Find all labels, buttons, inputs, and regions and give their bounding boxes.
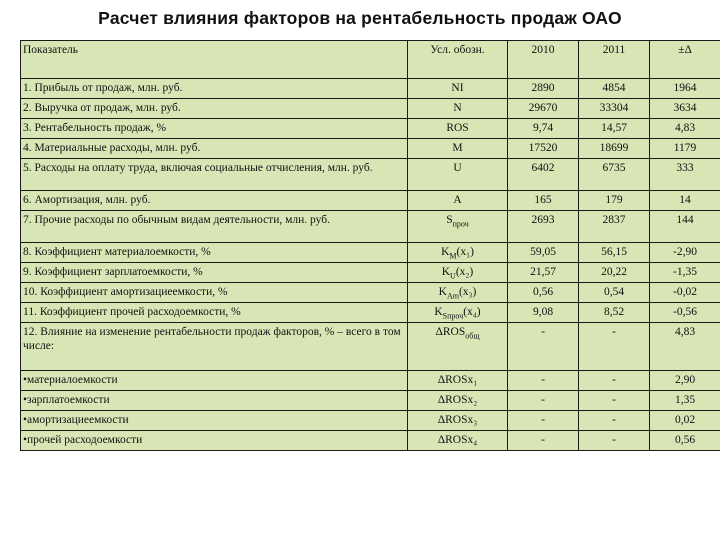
- page-title: Расчет влияния факторов на рентабельность продаж ОАО: [98, 8, 622, 28]
- row-symbol: [408, 391, 508, 411]
- row-label: 11. Коэффициент прочей расходоемкости, %: [21, 303, 408, 323]
- symbol-subscript: Sпроч: [442, 311, 464, 321]
- table-row: [21, 371, 720, 391]
- table-row: [21, 283, 720, 303]
- table-row: [21, 243, 720, 263]
- value-2011: 4854: [579, 79, 650, 99]
- row-symbol: [408, 303, 508, 323]
- row-symbol: [408, 159, 508, 191]
- row-label: 6. Амортизация, млн. руб.: [21, 191, 408, 211]
- table-row: [21, 79, 720, 99]
- value-2011: 2837: [579, 211, 650, 243]
- table-row: [21, 139, 720, 159]
- symbol-main: ΔROSx₄: [437, 434, 478, 446]
- value-delta: 4,83: [650, 119, 720, 139]
- value-delta: 0,02: [650, 411, 720, 431]
- value-2010: 2693: [508, 211, 579, 243]
- table-row: [21, 211, 720, 243]
- symbol-main: K: [434, 306, 443, 318]
- value-delta: 333: [650, 159, 720, 191]
- symbol-main: ΔROSx₁: [437, 374, 478, 386]
- row-label: 7. Прочие расходы по обычным видам деятельности, млн. руб.: [21, 211, 408, 243]
- row-label: 9. Коэффициент зарплатоемкости, %: [21, 263, 408, 283]
- symbol-main: ΔROSx₂: [437, 394, 478, 406]
- row-label: •амортизациеемкости: [21, 411, 408, 431]
- symbol-main: A: [453, 194, 462, 206]
- value-2011: -: [579, 371, 650, 391]
- symbol-subscript: проч: [452, 219, 469, 229]
- value-delta: 1179: [650, 139, 720, 159]
- symbol-factor: (x₁): [456, 246, 474, 258]
- value-2010: 29670: [508, 99, 579, 119]
- row-symbol: [408, 263, 508, 283]
- table-row: [21, 391, 720, 411]
- symbol-factor: (x₂): [455, 266, 474, 278]
- table-row: [21, 99, 720, 119]
- value-delta: -2,90: [650, 243, 720, 263]
- symbol-main: M: [452, 142, 463, 154]
- value-delta: 1,35: [650, 391, 720, 411]
- symbol-main: K: [441, 246, 450, 258]
- row-label: 5. Расходы на оплату труда, включая социальные отчисления, млн. руб.: [21, 159, 408, 191]
- value-delta: -0,56: [650, 303, 720, 323]
- value-2010: 9,74: [508, 119, 579, 139]
- value-2011: 0,54: [579, 283, 650, 303]
- row-label: 3. Рентабельность продаж, %: [21, 119, 408, 139]
- symbol-main: ΔROSx₃: [437, 414, 478, 426]
- value-2010: -: [508, 431, 579, 451]
- value-2010: 165: [508, 191, 579, 211]
- value-2011: 20,22: [579, 263, 650, 283]
- symbol-subscript: U: [450, 271, 456, 281]
- row-label: •прочей расходоемкости: [21, 431, 408, 451]
- value-2010: 21,57: [508, 263, 579, 283]
- symbol-main: ΔROS: [435, 326, 466, 338]
- row-symbol: [408, 371, 508, 391]
- row-symbol: [408, 191, 508, 211]
- row-label: 10. Коэффициент амортизациеемкости, %: [21, 283, 408, 303]
- symbol-subscript: M: [449, 251, 457, 261]
- row-symbol: [408, 243, 508, 263]
- value-2010: 59,05: [508, 243, 579, 263]
- factor-table: [20, 40, 720, 451]
- table-row: [21, 263, 720, 283]
- table-row: [21, 119, 720, 139]
- row-symbol: [408, 411, 508, 431]
- row-label: 12. Влияние на изменение рентабельности продаж факторов, % – всего в том числе:: [21, 323, 408, 371]
- table-body: [21, 41, 720, 451]
- value-2010: 0,56: [508, 283, 579, 303]
- value-delta: -0,02: [650, 283, 720, 303]
- value-2010: 17520: [508, 139, 579, 159]
- table-row: [21, 431, 720, 451]
- row-symbol: [408, 139, 508, 159]
- row-symbol: [408, 431, 508, 451]
- table-row: [21, 303, 720, 323]
- value-2010: 9,08: [508, 303, 579, 323]
- row-label: 4. Материальные расходы, млн. руб.: [21, 139, 408, 159]
- value-2011: 179: [579, 191, 650, 211]
- table-row: [21, 411, 720, 431]
- table-row: [21, 159, 720, 191]
- value-delta: 1964: [650, 79, 720, 99]
- symbol-main: K: [441, 266, 451, 278]
- header-2010: 2010: [508, 41, 579, 79]
- symbol-main: NI: [451, 82, 464, 94]
- row-symbol: [408, 99, 508, 119]
- symbol-factor: (x₄): [463, 306, 481, 318]
- header-row: [21, 41, 720, 79]
- value-delta: 3634: [650, 99, 720, 119]
- row-label: •зарплатоемкости: [21, 391, 408, 411]
- value-2011: 56,15: [579, 243, 650, 263]
- row-label: 8. Коэффициент материалоемкости, %: [21, 243, 408, 263]
- table-row: [21, 323, 720, 371]
- symbol-subscript: Am: [446, 291, 459, 301]
- row-label: •материалоемкости: [21, 371, 408, 391]
- value-delta: 4,83: [650, 323, 720, 371]
- value-delta: 144: [650, 211, 720, 243]
- value-delta: 0,56: [650, 431, 720, 451]
- row-symbol: [408, 211, 508, 243]
- header-delta: ±Δ: [650, 41, 720, 79]
- value-2011: 18699: [579, 139, 650, 159]
- row-symbol: [408, 119, 508, 139]
- symbol-main: U: [453, 162, 462, 174]
- value-2011: 6735: [579, 159, 650, 191]
- value-2011: 8,52: [579, 303, 650, 323]
- value-delta: 2,90: [650, 371, 720, 391]
- value-2011: 14,57: [579, 119, 650, 139]
- value-2011: -: [579, 391, 650, 411]
- value-2010: -: [508, 323, 579, 371]
- value-2010: 2890: [508, 79, 579, 99]
- value-2010: 6402: [508, 159, 579, 191]
- value-2010: -: [508, 371, 579, 391]
- header-indicator: Показатель: [21, 41, 408, 79]
- symbol-main: K: [438, 286, 447, 298]
- row-symbol: [408, 79, 508, 99]
- header-symbol: Усл. обозн.: [408, 41, 508, 79]
- header-2011: 2011: [579, 41, 650, 79]
- symbol-main: N: [453, 102, 462, 114]
- value-2011: -: [579, 323, 650, 371]
- symbol-factor: (x₃): [458, 286, 477, 298]
- row-symbol: [408, 323, 508, 371]
- value-delta: 14: [650, 191, 720, 211]
- symbol-main: S: [446, 214, 453, 226]
- row-label: 2. Выручка от продаж, млн. руб.: [21, 99, 408, 119]
- row-symbol: [408, 283, 508, 303]
- value-2011: 33304: [579, 99, 650, 119]
- value-delta: -1,35: [650, 263, 720, 283]
- value-2010: -: [508, 391, 579, 411]
- table-row: [21, 191, 720, 211]
- row-label: 1. Прибыль от продаж, млн. руб.: [21, 79, 408, 99]
- symbol-main: ROS: [446, 122, 469, 134]
- symbol-subscript: общ: [465, 331, 480, 341]
- value-2010: -: [508, 411, 579, 431]
- value-2011: -: [579, 411, 650, 431]
- value-2011: -: [579, 431, 650, 451]
